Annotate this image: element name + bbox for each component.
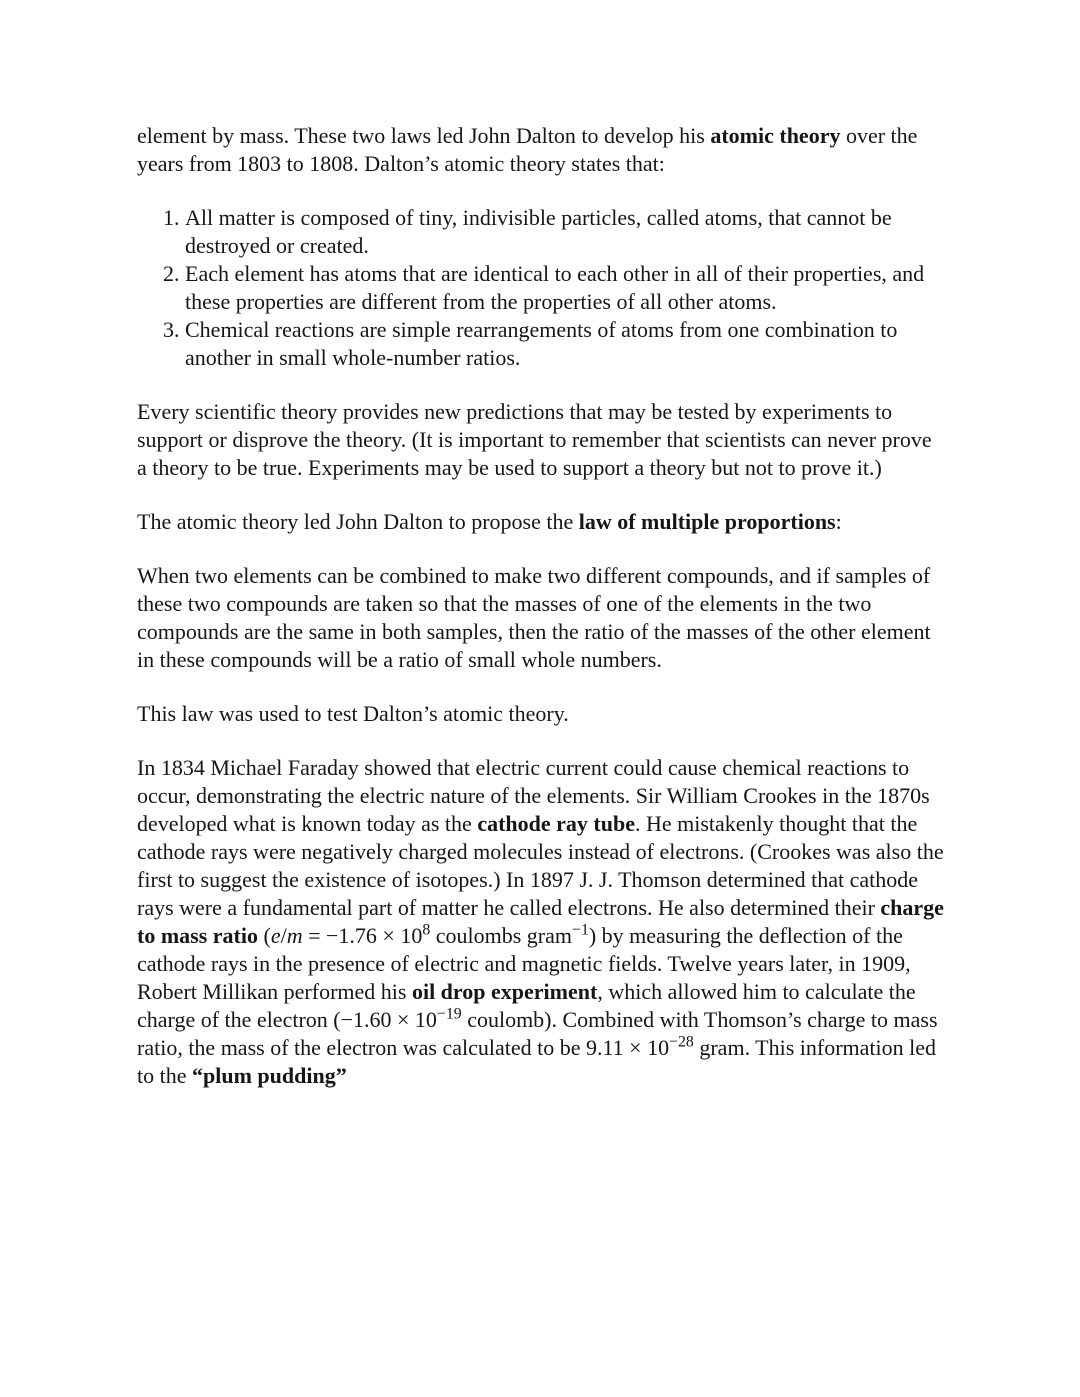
superscript-text: −19 bbox=[436, 1005, 462, 1023]
postulate-item-1 bbox=[185, 204, 944, 260]
text-run: In 1834 Michael Faraday showed that electric current could cause chemical reactions to occur, demonstrating the electric nature of the elements. Sir William Crookes in the 1870s developed what is known today as the bbox=[137, 755, 930, 836]
text-run: coulombs gram bbox=[430, 923, 573, 948]
text-run: , which allowed him to calculate the charge of the electron (−1.60 × 10 bbox=[137, 979, 916, 1032]
paragraph-scientific-theory bbox=[137, 398, 944, 482]
text-run: element by mass. These two laws led John Dalton to develop his bbox=[137, 123, 711, 148]
superscript-text: 8 bbox=[422, 921, 431, 939]
paragraph-atomic-theory-intro bbox=[137, 122, 944, 178]
text-run: ( bbox=[257, 923, 271, 948]
text-run: oil drop experiment bbox=[411, 979, 598, 1004]
text-run: coulomb). Combined with Thomson’s charge to mass ratio, the mass of the electron was calculated to be 9.11 × 10 bbox=[137, 1007, 938, 1060]
text-run: / bbox=[280, 923, 287, 948]
text-run: When two elements can be combined to make two different compounds, and if samples of these two compounds are taken so that the masses of one of the elements in the two compounds are the same in both samples, then the ratio of the masses of the other element in these compounds will be a ratio of small whole numbers. bbox=[137, 563, 931, 672]
text-run: Each element has atoms that are identical to each other in all of their properties, and these properties are different from the properties of all other atoms. bbox=[185, 261, 925, 314]
page-text-column bbox=[137, 122, 944, 1116]
text-run: “plum pudding” bbox=[192, 1063, 347, 1088]
text-run: All matter is composed of tiny, indivisible particles, called atoms, that cannot be destroyed or created. bbox=[185, 205, 892, 258]
text-run: cathode ray tube bbox=[477, 811, 635, 836]
text-run: = −1.76 × 10 bbox=[302, 923, 423, 948]
text-run: charge to mass ratio bbox=[137, 895, 944, 948]
superscript-text: −1 bbox=[572, 921, 589, 939]
paragraph-multiple-proportions-law bbox=[137, 562, 944, 674]
text-run: This law was used to test Dalton’s atomic theory. bbox=[137, 701, 569, 726]
paragraph-law-test bbox=[137, 700, 944, 728]
postulate-item-3 bbox=[185, 316, 944, 372]
dalton-postulates-list bbox=[137, 204, 944, 372]
text-run: e bbox=[270, 923, 281, 948]
text-run: Chemical reactions are simple rearrangements of atoms from one combination to another in small whole-number ratios. bbox=[185, 317, 898, 370]
text-run: . He mistakenly thought that the cathode rays were negatively charged molecules instead of electrons. (Crookes was also the first to suggest the existence of isotopes.) In 1897 J. J. Thomson determined that cathode rays were a fundamental part of matter he called electrons. He also determined their bbox=[137, 811, 944, 920]
superscript-text: −28 bbox=[669, 1033, 694, 1051]
text-run: : bbox=[835, 509, 842, 534]
text-run: law of multiple proportions bbox=[578, 509, 836, 534]
paragraph-electron-history bbox=[137, 754, 944, 1090]
text-run: ) by measuring the deflection of the cathode rays in the presence of electric and magnetic fields. Twelve years later, in 1909, Robert Millikan performed his bbox=[137, 923, 911, 1004]
text-run: Every scientific theory provides new predictions that may be tested by experiments to support or disprove the theory. (It is important to remember that scientists can never prove a theory to be true. Experiments may be used to support a theory but not to prove it.) bbox=[137, 399, 932, 480]
paragraph-multiple-proportions-intro bbox=[137, 508, 944, 536]
text-run: The atomic theory led John Dalton to propose the bbox=[137, 509, 579, 534]
text-run: over the years from 1803 to 1808. Dalton’s atomic theory states that: bbox=[137, 123, 918, 176]
postulate-item-2 bbox=[185, 260, 944, 316]
text-run: gram. This information led to the bbox=[137, 1035, 937, 1088]
text-run: m bbox=[286, 923, 303, 948]
text-run: atomic theory bbox=[710, 123, 841, 148]
